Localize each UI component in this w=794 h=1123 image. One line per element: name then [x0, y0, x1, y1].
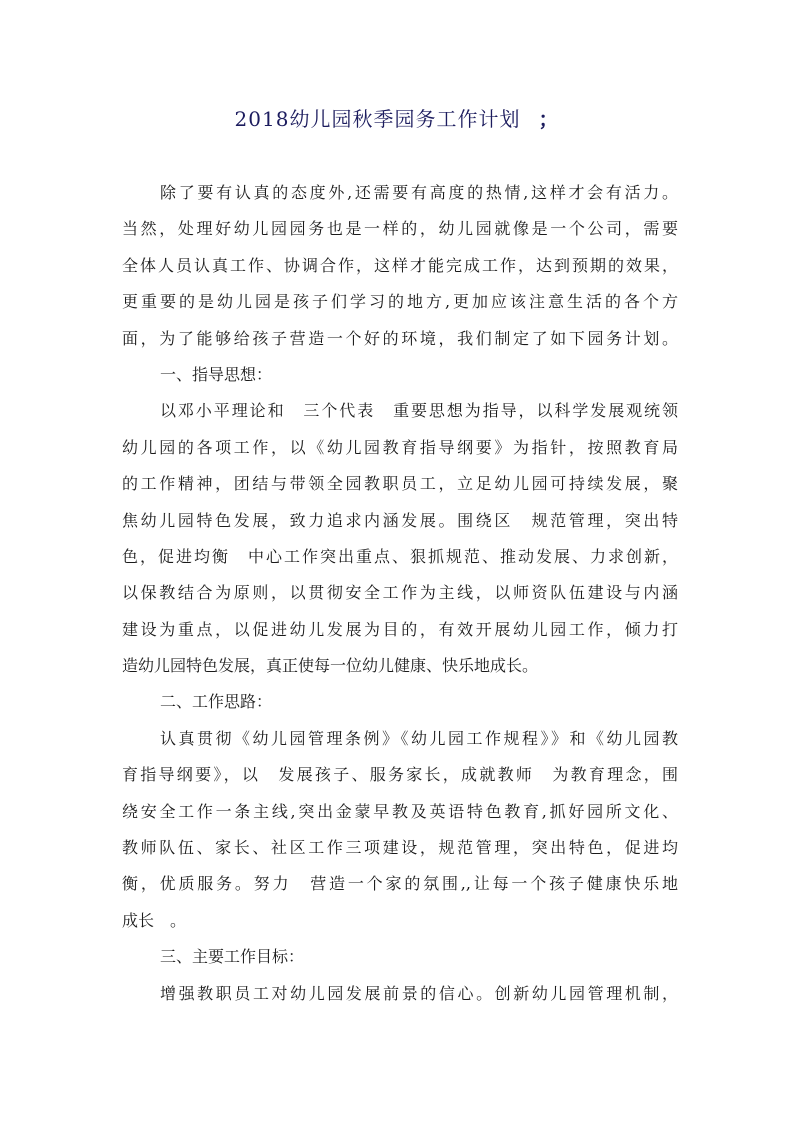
- document-body: [122, 175, 678, 1012]
- text-line: 衡，优质服务。努力 营造一个家的氛围,,让每一个孩子健康快乐地: [122, 874, 678, 894]
- text-line: 幼儿园的各项工作，以《幼儿园教育指导纲要》为指针，按照教育局: [122, 437, 678, 457]
- text-line: 二、工作思路：: [160, 692, 273, 712]
- text-line: 三、主要工作目标：: [160, 947, 305, 967]
- text-line: 建设为重点，以促进幼儿发展为目的，有效开展幼儿园工作，倾力打: [122, 619, 678, 639]
- text-line: 成长 。: [122, 910, 187, 930]
- text-line: 更重要的是幼儿园是孩子们学习的地方,更加应该注意生活的各个方: [122, 292, 678, 312]
- text-line: 色，促进均衡 中心工作突出重点、狠抓规范、推动发展、力求创新，: [122, 546, 678, 566]
- text-line: 绕安全工作一条主线,突出金蒙早教及英语特色教育,抓好园所文化、: [122, 801, 678, 821]
- text-line: 认真贯彻《幼儿园管理条例》《幼儿园工作规程》》和《幼儿园教: [160, 728, 678, 748]
- text-line: 全体人员认真工作、协调合作，这样才能完成工作，达到预期的效果，: [122, 255, 678, 275]
- text-line: 焦幼儿园特色发展，致力追求内涵发展。围绕区 规范管理，突出特: [122, 510, 678, 530]
- text-line: 一、指导思想：: [160, 364, 273, 384]
- text-line: 面，为了能够给孩子营造一个好的环境，我们制定了如下园务计划。: [122, 328, 678, 348]
- text-line: 以保教结合为原则，以贯彻安全工作为主线，以师资队伍建设与内涵: [122, 583, 678, 603]
- text-line: 教师队伍、家长、社区工作三项建设，规范管理，突出特色，促进均: [122, 838, 678, 858]
- text-line: 以邓小平理论和 三个代表 重要思想为指导，以科学发展观统领: [160, 401, 678, 421]
- document-title-block: [0, 103, 794, 132]
- text-line: 造幼儿园特色发展，真正使每一位幼儿健康、快乐地成长。: [122, 656, 539, 676]
- text-line: 除了要有认真的态度外,还需要有高度的热情,这样才会有活力。: [160, 183, 678, 202]
- text-line: 当然，处理好幼儿园园务也是一样的，幼儿园就像是一个公司，需要: [122, 219, 678, 239]
- title-mark: ；: [538, 107, 560, 131]
- document-title: 2018幼儿园秋季园务工作计划: [234, 107, 521, 131]
- text-line: 增强教职员工对幼儿园发展前景的信心。创新幼儿园管理机制，: [160, 983, 678, 1003]
- text-line: 的工作精神，团结与带领全园教职员工，立足幼儿园可持续发展，聚: [122, 474, 678, 494]
- text-line: 育指导纲要》，以 发展孩子、服务家长，成就教师 为教育理念，围: [122, 765, 678, 785]
